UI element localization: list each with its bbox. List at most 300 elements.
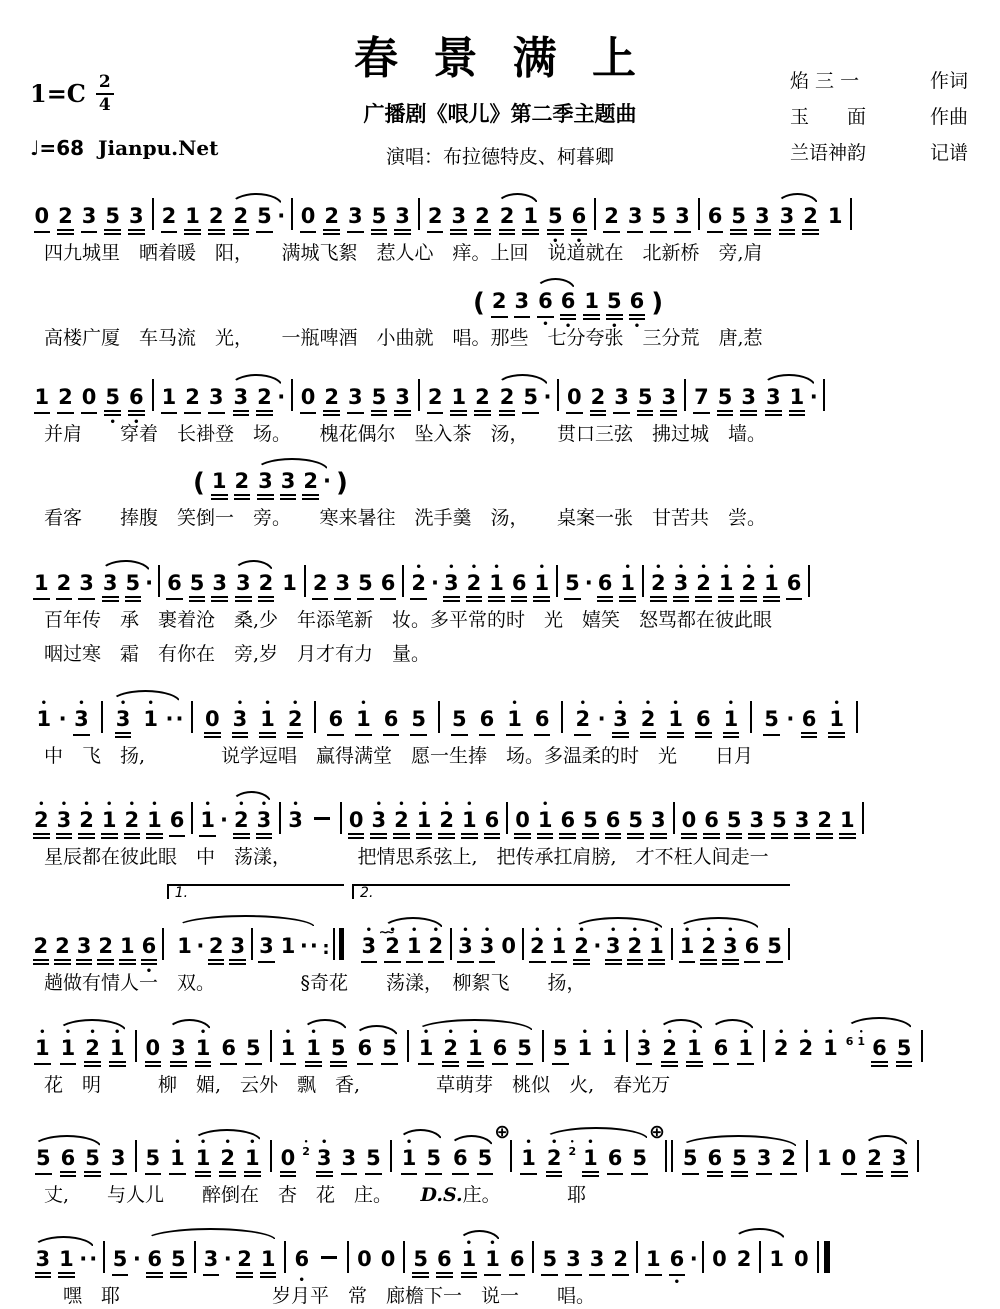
volta-bracket <box>352 885 798 965</box>
barline <box>823 379 825 411</box>
note: 3 <box>740 387 757 416</box>
lyrics-line: 咽过寒 霜 有你在 旁,岁 月才有力 量。 <box>44 642 431 665</box>
note: 3 <box>891 1148 908 1177</box>
note: • 1 <box>723 709 740 738</box>
note: • 3 <box>673 573 690 602</box>
note: • 1 <box>582 1148 599 1177</box>
note: • 1 <box>718 573 735 602</box>
note: 2 <box>184 387 201 414</box>
site-brand: Jianpu.Net <box>98 136 219 160</box>
note: • 2 <box>546 1148 563 1177</box>
note: 6 • <box>128 387 145 416</box>
note: • 2 <box>640 709 657 738</box>
note: • 1 <box>667 709 684 738</box>
note: • 1 <box>109 1038 126 1067</box>
barline <box>450 928 452 960</box>
ds-marking: D.S. <box>420 1183 463 1206</box>
note: 5 <box>125 573 142 602</box>
notes-line <box>30 677 982 738</box>
volta-bracket <box>167 885 352 965</box>
note: 2 <box>612 1249 629 1276</box>
note: • 2 <box>700 936 717 965</box>
note: 2 <box>603 206 620 233</box>
lyrics-line: 看客 捧腹 笑倒一 旁。 寒来暑往 洗手羹 汤， 桌案一张 甘苦共 尝。 <box>44 507 767 530</box>
note: • 2 <box>695 573 712 602</box>
note: 5 <box>425 1148 442 1175</box>
note: 3 <box>211 573 228 602</box>
song-subtitle: 广播剧《哏儿》第二季主题曲 <box>363 102 637 126</box>
barline <box>850 198 852 230</box>
note: • 2 <box>798 1038 815 1063</box>
barline <box>759 1241 761 1273</box>
note: • 3 <box>370 810 387 839</box>
barline <box>291 379 293 411</box>
note: • 1 <box>280 1038 297 1065</box>
note: 3 <box>765 387 782 416</box>
note: • 3 <box>256 810 273 839</box>
note: 3 <box>794 810 811 839</box>
credit-role: 作曲 <box>929 106 968 128</box>
notes-line <box>30 541 982 602</box>
lyrics-line: 嘿 耶 岁月平 常 廊檐下一 说一 唱。 <box>44 1285 596 1308</box>
note: 1 <box>282 571 297 595</box>
note: 0 <box>794 1247 809 1272</box>
slur-group <box>228 384 287 416</box>
time-top: 2 <box>96 74 114 95</box>
double-barline <box>665 1140 673 1172</box>
note: 3 <box>258 936 275 963</box>
note: 5 • <box>104 387 121 416</box>
parenthesis: ( <box>473 287 485 318</box>
slur-group <box>30 1145 106 1177</box>
barline <box>684 379 686 411</box>
note: 2 <box>208 936 225 965</box>
note: 0 <box>501 934 517 958</box>
slur-group <box>165 1035 216 1067</box>
note: 6 <box>786 573 803 600</box>
note: 3 <box>229 936 246 965</box>
note: 3 <box>76 936 93 965</box>
note: • 2 <box>287 709 304 738</box>
note: • 3 <box>316 1148 333 1177</box>
slur-group <box>570 936 668 965</box>
note: 0 <box>300 387 317 414</box>
slur-group <box>494 384 553 416</box>
slur-group <box>656 1035 707 1067</box>
note: • 2 <box>78 810 95 839</box>
lyrics-line: 星辰都在彼此眼 中 荡漾， 把情思系弦上, 把传承扛肩膀, 才不枉人间走一 <box>44 846 769 869</box>
note: 1 <box>161 387 178 414</box>
credits-block <box>790 66 968 174</box>
note: 2 <box>816 810 833 839</box>
barline <box>191 802 193 834</box>
dash <box>321 1256 337 1259</box>
time-signature <box>96 74 114 114</box>
grace-notes <box>300 1145 312 1158</box>
note: • 3 <box>605 936 622 965</box>
note: • 1 <box>822 1038 839 1063</box>
note: 6 <box>452 1148 469 1175</box>
repeat-barline: : <box>322 928 343 964</box>
slur-group <box>228 206 287 235</box>
note: 5 • <box>606 291 623 320</box>
note: 3 <box>233 387 250 416</box>
aug-dot: · <box>79 1247 88 1272</box>
note: • 1 <box>506 709 523 736</box>
note: • 1 <box>537 810 554 839</box>
note: 3 <box>170 1038 187 1067</box>
note: 6 <box>695 709 712 738</box>
note: • 1 <box>146 810 163 839</box>
note: 5 <box>627 810 644 839</box>
note: 0 <box>34 206 51 233</box>
note: 3 <box>650 810 667 839</box>
note: 6 • <box>571 206 588 235</box>
barline <box>403 1241 405 1273</box>
lyrics-line: 百年传 承 裹着沧 桑,少 年添笔新 妆。多平常的时 光 嬉笑 怒骂都在彼此眼 <box>44 609 773 631</box>
note: • 2 <box>574 709 591 736</box>
note: 3 <box>35 1249 52 1278</box>
note: 5 <box>170 1249 187 1278</box>
note: • 1 <box>619 573 636 602</box>
note: 5 <box>104 206 121 235</box>
note: 5 <box>896 1038 913 1067</box>
note: 6 <box>380 573 397 600</box>
note: 2 <box>236 1249 253 1278</box>
note: 3 <box>674 206 691 233</box>
aug-dot: · <box>89 1247 98 1272</box>
note: 5 <box>189 573 206 602</box>
tempo-marking <box>30 136 218 160</box>
notes-line <box>30 1006 982 1067</box>
note: • 2 <box>33 810 50 839</box>
barline <box>561 701 563 733</box>
notes-line <box>30 880 982 965</box>
note: • 1 <box>467 1038 484 1067</box>
note: • 3 <box>457 936 474 963</box>
note: 1 <box>34 387 51 414</box>
note: 6 • <box>537 291 554 318</box>
note: 6 <box>357 1038 374 1065</box>
note: 0 <box>566 387 583 414</box>
note: 6 <box>146 1249 163 1278</box>
note: 5 <box>552 1038 569 1065</box>
aug-dot: · <box>543 384 552 409</box>
note: 0 <box>300 206 317 233</box>
barline <box>402 565 404 597</box>
aug-dot: · <box>299 934 308 958</box>
note: 2 <box>590 387 607 416</box>
note: 3 <box>394 387 411 416</box>
barline <box>194 1241 196 1273</box>
tempo-value: ♩=68 <box>30 136 85 160</box>
note: 3 <box>334 573 351 600</box>
note: 3 <box>235 573 252 602</box>
barline <box>314 701 316 733</box>
note: • 1 <box>416 810 433 839</box>
note: 5 <box>145 1148 162 1175</box>
barline <box>103 1241 105 1273</box>
notes-line <box>30 276 982 320</box>
aug-dot: · <box>196 934 205 958</box>
barline <box>763 1030 765 1062</box>
slur-group <box>677 1145 802 1177</box>
aug-dot: · <box>689 1247 698 1272</box>
note: 5 <box>771 810 788 839</box>
note: 3 <box>203 1249 220 1276</box>
slur-group <box>541 1146 653 1177</box>
barline <box>808 565 810 597</box>
barline <box>862 802 864 834</box>
note: • 2 <box>529 936 546 963</box>
barline <box>750 701 752 733</box>
note: 3 <box>394 206 411 235</box>
note: 2 <box>56 573 73 600</box>
aug-dot: · <box>584 571 593 595</box>
barline <box>135 1140 137 1172</box>
note: 6 <box>707 1148 724 1177</box>
aug-dot: · <box>786 706 795 731</box>
note: 2 <box>57 206 74 235</box>
note: 2 <box>234 471 251 500</box>
note: • 2 <box>442 1038 459 1067</box>
note: • 3 <box>56 810 73 839</box>
notes-line <box>30 180 982 235</box>
note: 5 <box>451 709 468 736</box>
note: • 1 <box>737 1038 754 1065</box>
volta-label: 1. <box>174 885 189 901</box>
note: 3 <box>613 387 630 414</box>
parenthesis: ) <box>651 287 664 318</box>
lyrics-line: 并肩 穿着 长褂登 场。 槐花偶尔 坠入茶 汤， 贯口三弦 拂过城 墙。 <box>44 422 767 445</box>
barline <box>191 701 193 733</box>
barline <box>158 565 160 597</box>
barline <box>788 928 790 960</box>
barline <box>557 379 559 411</box>
note: 6 <box>801 709 818 738</box>
note: 3 <box>627 206 644 233</box>
note: • 3 <box>232 709 249 738</box>
note: • 3 <box>636 1038 653 1065</box>
note: 6 • <box>560 291 577 320</box>
note: 2 <box>474 206 491 235</box>
note: 2 <box>427 206 444 233</box>
note: 0 <box>380 1247 396 1272</box>
credit-name: 焰 三 一 <box>790 70 860 92</box>
barline <box>542 1030 544 1062</box>
slur-group <box>533 288 580 320</box>
note: 6 <box>607 1148 624 1175</box>
note: • 1 <box>401 1148 418 1175</box>
note: 3 <box>779 206 796 235</box>
barline <box>407 1030 409 1062</box>
note: 6 <box>166 573 183 600</box>
slur-group <box>378 925 448 963</box>
slur-group <box>861 1145 912 1177</box>
note: 3 <box>78 573 95 600</box>
aug-dot: · <box>323 469 331 494</box>
note: • 1 <box>828 709 845 738</box>
note: 0 <box>280 1148 297 1177</box>
trill-icon: ∼∼ <box>378 925 391 939</box>
note: • 2 <box>627 936 644 965</box>
aug-dot: · <box>223 1247 232 1272</box>
performer-line: 演唱：布拉德特皮、柯暮卿 <box>385 146 614 168</box>
note: 3 <box>450 206 467 235</box>
note: 6 <box>707 206 724 233</box>
note: 6 <box>509 1249 526 1276</box>
note: 1 <box>33 573 50 600</box>
note: 6 <box>484 810 501 839</box>
note: • 2 <box>393 810 410 839</box>
note: 0 <box>145 1038 162 1067</box>
note: • 2 <box>410 573 427 600</box>
note: 2 <box>312 573 329 600</box>
note: 0 <box>81 387 98 414</box>
note: 1 <box>211 471 228 500</box>
slur-group <box>447 1145 498 1175</box>
note: • 1 <box>259 709 276 738</box>
notes-line <box>30 456 982 500</box>
slur-group <box>413 1035 538 1067</box>
note: 5 <box>330 1038 347 1067</box>
note: 3 <box>347 387 364 414</box>
slur-group <box>300 1035 351 1067</box>
barline <box>532 1241 534 1273</box>
note: • 2 <box>573 936 590 965</box>
aug-dot: · <box>277 384 286 409</box>
note: 2 <box>499 387 516 416</box>
barline <box>270 1030 272 1062</box>
aug-dot: · <box>430 571 439 595</box>
note: 1 <box>522 206 539 235</box>
note: 0 <box>712 1247 727 1272</box>
barline <box>340 802 342 834</box>
note: 5 <box>564 573 581 600</box>
note: • 1 <box>406 936 423 963</box>
note: • 2 <box>124 810 141 839</box>
note: 3 <box>514 291 531 318</box>
barline <box>626 1030 628 1062</box>
note: 5 <box>731 1148 748 1177</box>
aug-dot: · <box>277 204 286 228</box>
note: 1 <box>260 1249 277 1278</box>
barline <box>642 565 644 597</box>
note: • 1 <box>520 1148 537 1175</box>
coda-icon: ⊕ <box>648 1120 665 1143</box>
lyrics-line: 四九城里 晒着暖 阳， 满城飞絮 惹人心 痒。上回 说道就在 北新桥 旁,肩 <box>44 242 763 264</box>
note: 3 <box>341 1148 358 1175</box>
note: • 1 <box>305 1038 322 1067</box>
note: • 1 <box>195 1038 212 1067</box>
credit-role: 作词 <box>929 70 968 92</box>
note: • 2 <box>650 573 667 602</box>
note: 5 <box>381 1038 398 1065</box>
note: • 3 <box>361 936 378 963</box>
note: 2 <box>323 206 340 235</box>
note: 1 <box>645 1249 662 1276</box>
slur-group <box>108 706 185 738</box>
note: • 1 <box>484 1249 501 1276</box>
aug-dot: · <box>597 706 606 731</box>
aug-dot: · <box>58 706 67 731</box>
barline <box>921 1030 923 1062</box>
slur-group <box>352 1035 403 1065</box>
note: 5 <box>256 206 273 233</box>
barline <box>698 198 700 230</box>
note: 5 <box>730 206 747 235</box>
note: • 2 <box>661 1038 678 1067</box>
note: • 3 <box>115 709 132 738</box>
note: • 3 <box>73 709 90 736</box>
note: 1 <box>827 204 843 228</box>
aug-dot: · <box>220 808 228 833</box>
credit-transcriber <box>790 138 968 165</box>
note: • 1 <box>101 810 118 839</box>
slur-group <box>396 1145 447 1175</box>
song-title: 春 景 满 上 <box>354 33 646 84</box>
note: 6 <box>597 573 614 602</box>
slur-group <box>708 1035 759 1065</box>
score-header <box>18 0 982 180</box>
lyrics-line: 丈, 与人儿 醉倒在 杏 花 庄。 D.S.庄。 耶 <box>44 1183 587 1206</box>
note: 3 <box>81 206 98 233</box>
note: 5 <box>371 387 388 416</box>
note: 5 <box>35 1148 52 1175</box>
note: 3 <box>589 1249 606 1276</box>
barline <box>438 701 440 733</box>
note: • 1 <box>533 573 550 602</box>
note: • 1 <box>763 573 780 602</box>
note: • 2 <box>466 573 483 602</box>
note: 1 <box>58 1249 75 1278</box>
note: 6 • <box>293 1249 310 1274</box>
note: 6 <box>479 709 496 736</box>
note: 3 <box>347 206 364 233</box>
note: • 2 <box>438 810 455 839</box>
note: • 3 <box>722 936 739 965</box>
note: • 2 <box>773 1038 790 1063</box>
note: • 1 <box>601 1038 618 1063</box>
note: 5 <box>522 387 539 414</box>
barline <box>418 379 420 411</box>
note: 2 <box>736 1247 752 1272</box>
lyrics-line: 高楼广厦 车马流 光， 一瓶啤酒 小曲就 唱。那些 七分夸张 三分荒 唐,惹 <box>44 326 763 349</box>
slur-group <box>231 573 278 602</box>
barline <box>304 565 306 597</box>
note: 6 <box>744 936 761 963</box>
note: • 2 <box>428 936 445 963</box>
note: 1 <box>280 934 296 958</box>
note: 6 <box>871 1038 888 1067</box>
note: 6 <box>703 810 720 839</box>
note: • 1 <box>34 1038 51 1065</box>
note: 1 <box>817 1145 832 1170</box>
note: 0 <box>204 709 221 738</box>
note: • 1 <box>577 1038 594 1063</box>
note: • 1 <box>856 1036 866 1048</box>
parenthesis: ( <box>193 468 205 499</box>
notes-line <box>30 1217 982 1278</box>
note: 6 <box>492 1038 509 1065</box>
note: 2 <box>491 291 508 318</box>
barline <box>390 1140 392 1172</box>
note: • 1 <box>142 709 159 734</box>
barline <box>101 701 103 733</box>
note: • 1 <box>244 1148 261 1177</box>
note: 6 <box>436 1249 453 1278</box>
barline <box>506 802 508 834</box>
